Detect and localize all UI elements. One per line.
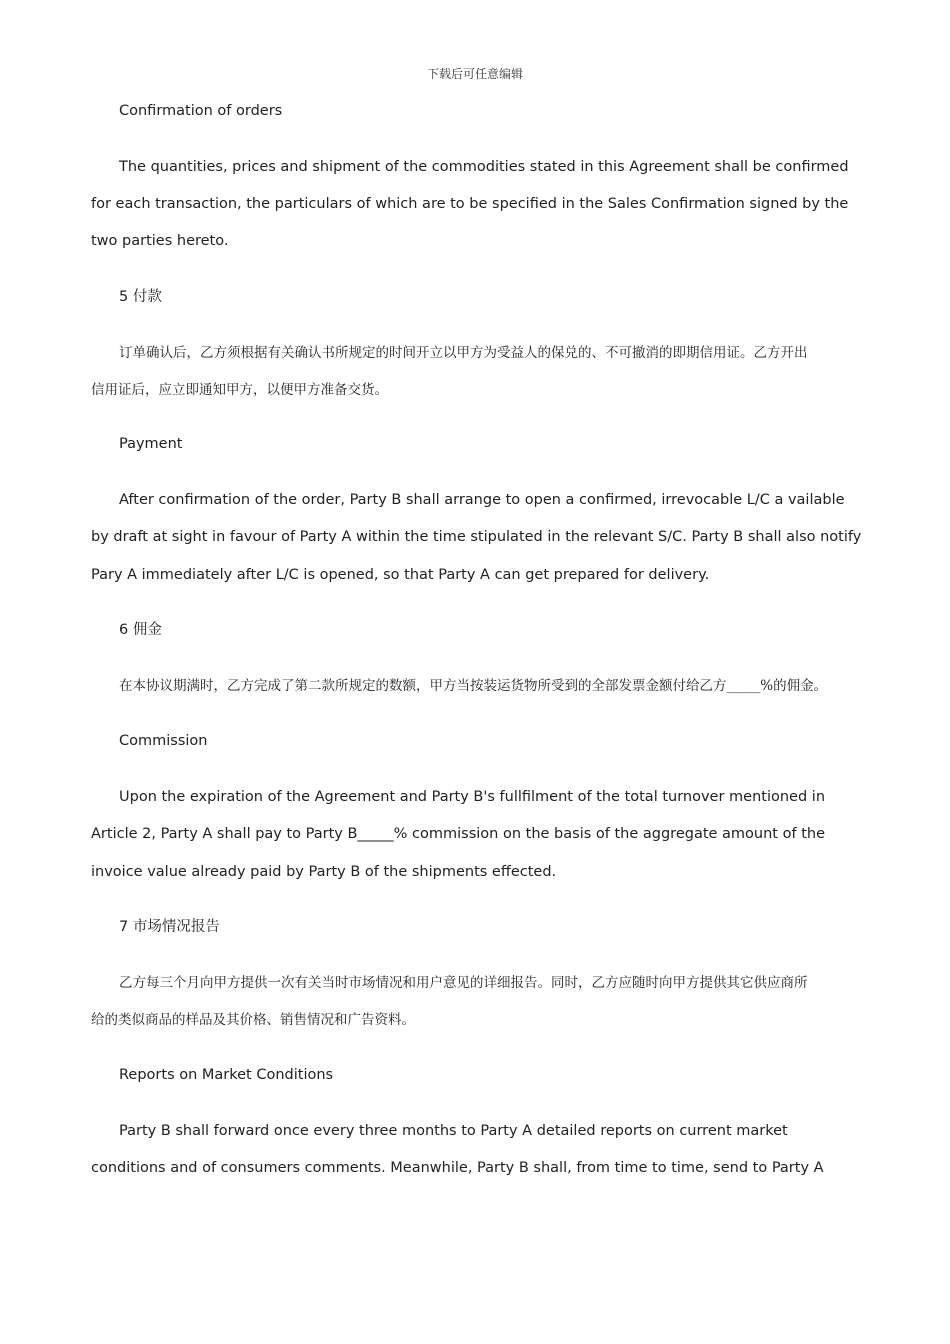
confirmation-text-line: two parties hereto.: [91, 233, 229, 249]
commission-heading-en: Commission: [119, 733, 208, 749]
confirmation-heading: Confirmation of orders: [119, 103, 283, 119]
payment-heading-cn: 5 付款: [119, 289, 162, 305]
commission-text-en-line: invoice value already paid by Party B of the shipments effected.: [91, 864, 557, 880]
commission-text-en-line: Upon the expiration of the Agreement and Party B's fullfilment of the total turnover mentioned in: [119, 789, 826, 805]
payment-text-en-line: After confirmation of the order, Party B shall arrange to open a confirmed, irrevocable L/C a vailable: [119, 492, 845, 508]
commission-text-cn-line: 在本协议期满时，乙方完成了第二款所规定的数额，甲方当按装运货物所受到的全部发票金额付给乙方_____%的佣金。: [119, 678, 828, 694]
market-text-cn-line: 给的类似商品的样品及其价格、销售情况和广告资料。: [91, 1012, 415, 1028]
commission-text-en-line: Article 2, Party A shall pay to Party B_____% commission on the basis of the aggregate amount of the: [91, 826, 825, 842]
market-heading-cn: 7 市场情况报告: [119, 919, 220, 935]
confirmation-text-line: for each transaction, the particulars of which are to be specified in the Sales Confirmation signed by the: [91, 196, 849, 212]
page-header-note: 下载后可任意编辑: [426, 67, 523, 81]
payment-text-en-line: Pary A immediately after L/C is opened, so that Party A can get prepared for delivery.: [91, 567, 710, 583]
market-text-en-line: conditions and of consumers comments. Meanwhile, Party B shall, from time to time, send to Party A: [91, 1160, 824, 1176]
confirmation-text-line: The quantities, prices and shipment of the commodities stated in this Agreement shall be confirmed: [119, 159, 849, 175]
payment-text-cn-line: 订单确认后，乙方须根据有关确认书所规定的时间开立以甲方为受益人的保兑的、不可撤消的即期信用证。乙方开出: [119, 345, 808, 361]
commission-heading-cn: 6 佣金: [119, 622, 162, 638]
payment-text-en-line: by draft at sight in favour of Party A within the time stipulated in the relevant S/C. Party B shall also notify: [91, 529, 862, 545]
market-heading-en: Reports on Market Conditions: [119, 1067, 334, 1083]
market-text-en-line: Party B shall forward once every three months to Party A detailed reports on current market: [119, 1123, 788, 1139]
payment-heading-en: Payment: [119, 436, 183, 452]
market-text-cn-line: 乙方每三个月向甲方提供一次有关当时市场情况和用户意见的详细报告。同时，乙方应随时向甲方提供其它供应商所: [119, 975, 808, 991]
payment-text-cn-line: 信用证后，应立即通知甲方，以便甲方准备交货。: [91, 382, 388, 398]
